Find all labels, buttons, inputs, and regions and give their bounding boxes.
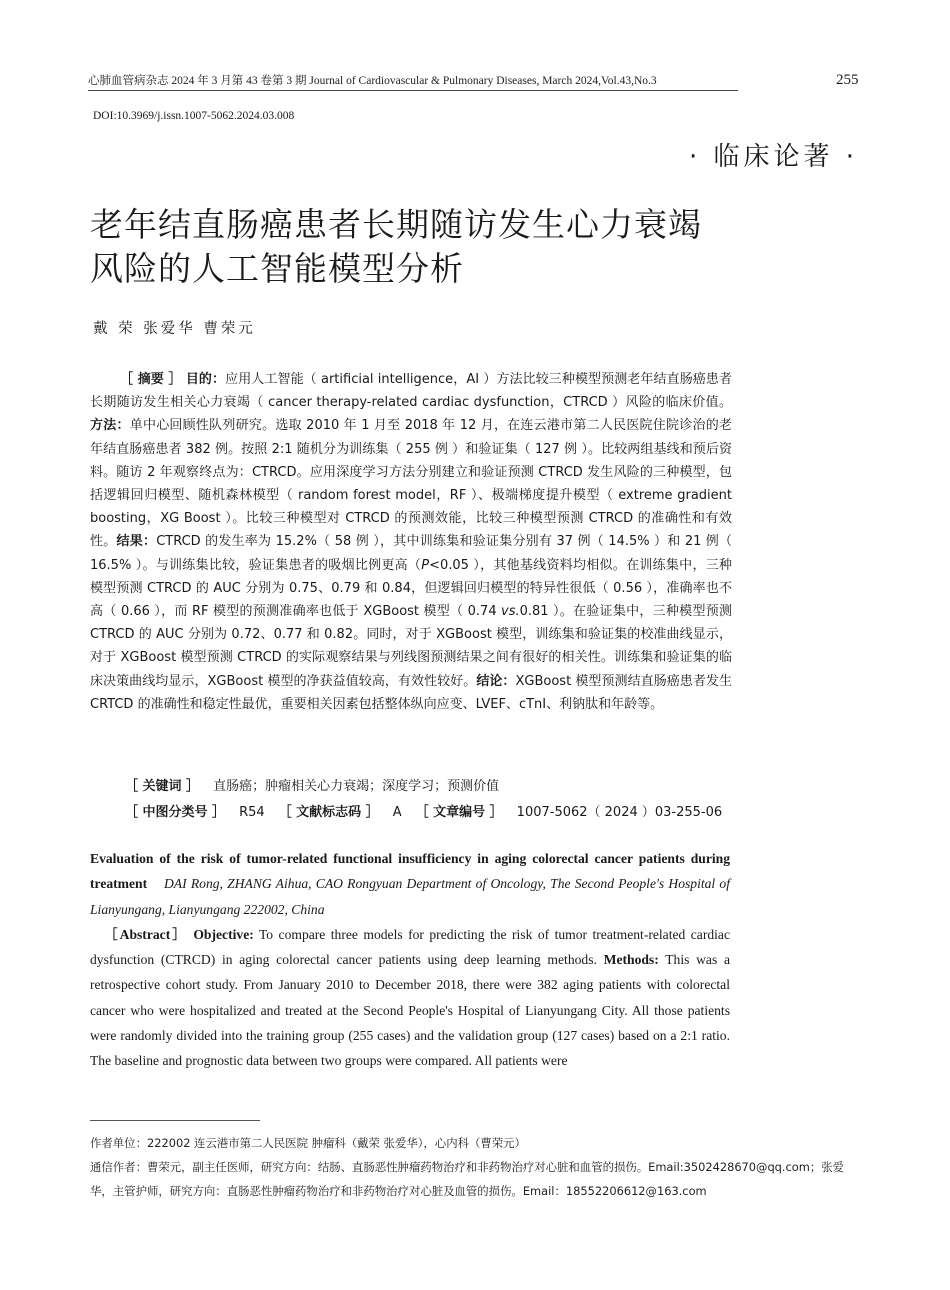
results-text-1: CTRCD 的发生率为 15.2%（ 58 例 ），其中训练集和验证集分别有 37 例（ 14.5% ）和 21 例（ 16.5% ）。与训练集比较，验证集患者的吸烟比例更高（	[90, 534, 732, 573]
doi: DOI:10.3969/j.issn.1007-5062.2024.03.008	[93, 110, 295, 122]
conclusion-text: XGBoost 模型预测结直肠癌患者发生 CRTCD 的准确性和稳定性最优，重要相关因素包括整体纵向应变、LVEF、cTnI、利钠肽和年龄等。	[90, 673, 732, 712]
article-title	[90, 203, 790, 291]
english-authors-affiliation: DAI Rong, ZHANG Aihua, CAO Rongyuan Department of Oncology, The Second People's Hospital of Lianyungang, Lianyungang 222002, China	[90, 876, 730, 917]
footnote-divider	[90, 1120, 260, 1121]
conclusion-label: 结论：	[476, 673, 516, 689]
title-line-1: 老年结直肠癌患者长期随访发生心力衰竭	[90, 205, 702, 244]
abstract-chinese	[90, 368, 732, 716]
running-head: 心肺血管病杂志 2024 年 3 月第 43 卷第 3 期 Journal of Cardiovascular & Pulmonary Diseases, March 2024,Vol.43,No.3	[88, 72, 738, 91]
article-number-label: ［ 文章编号 ］	[415, 805, 503, 820]
english-objective-text: To compare three models for predicting the risk of tumor treatment-related cardiac dysfunction (CTRCD) in aging colorectal cancer patients using deep learning methods.	[90, 926, 731, 968]
doc-code-value: A	[392, 805, 402, 820]
results-label: 结果：	[116, 534, 157, 550]
abstract-paragraph	[90, 368, 732, 716]
methods-label: 方法：	[90, 418, 130, 434]
results-text-3: 0.81 ）。在验证集中，三种模型预测 CTRCD 的 AUC 分别为 0.72、0.77 和 0.82。同时，对于 XGBoost 模型，训练集和验证集的校准曲线显示，对于 XGBoost 模型预测 CTRCD 的实际观察结果与列线图预测结果之间有很好的相关性。训练集和验证集的临床决策曲线均显示，XGBoost 模型的净获益值较高，有效性较好。	[90, 604, 733, 689]
keywords-label: ［ 关键词 ］	[125, 779, 200, 794]
english-methods-text: This was a retrospective cohort study. From January 2010 to December 2018, there were 382 aging patients with colorectal cancer who were hospitalized and treated at the Second People's Hospital of Lianyungang City. All those patients were randomly divided into the training group (255 cases) and the validation group (127 cases) based on a 2:1 ratio. The baseline and prognostic data between two groups were compared. All patients were	[90, 952, 731, 1069]
methods-text: 单中心回顾性队列研究。选取 2010 年 1 月至 2018 年 12 月，在连云港市第二人民医院住院诊治的老年结直肠癌患者 382 例。按照 2:1 随机分为训练集（ 255 例 ）和验证集（ 127 例 ）。比较两组基线和预后资料。随访 2 年观察终点为：CTRCD。应用深度学习方法分别建立和验证预测 CTRCD 发生风险的三种模型，包括逻辑回归模型、随机森林模型（ random forest model，RF ）、极端梯度提升模型（ extreme gradient boosting，XG Boost ）。比较三种模型对 CTRCD 的预测效能，比较三种模型预测 CTRCD 的准确性和有效性。	[90, 418, 732, 550]
english-abstract-label: ［Abstract］	[104, 926, 188, 942]
section-tag: · 临床论著 ·	[688, 142, 858, 172]
page-number: 255	[836, 72, 859, 88]
keywords-line	[125, 775, 499, 794]
keywords-text: 直肠癌；肿瘤相关心力衰竭；深度学习；预测价值	[213, 779, 500, 794]
clc-value: R54	[239, 805, 265, 820]
english-title: Evaluation of the risk of tumor-related functional insufficiency in aging colorectal cancer patients during treatment	[90, 851, 730, 892]
english-methods-label: Methods:	[603, 952, 659, 968]
abstract-label: ［ 摘要 ］	[120, 372, 182, 387]
objective-label: 目的：	[185, 372, 226, 387]
footnotes	[90, 1131, 865, 1203]
article-number-value: 1007-5062（ 2024 ）03-255-06	[516, 805, 723, 820]
title-line-2: 风险的人工智能模型分析	[90, 249, 464, 288]
results-vs: vs.	[501, 604, 520, 620]
english-abstract	[90, 846, 730, 1074]
author-affiliation-note: 作者单位：222002 连云港市第二人民医院 肿瘤科（戴荣 张爱华），心内科（曹荣元）	[90, 1136, 526, 1150]
results-text-2: <0.05 ），其他基线资料均相似。在训练集中，三种模型预测 CTRCD 的 AUC 分别为 0.75、0.79 和 0.84，但逻辑回归模型的特异性很低（ 0.56 ），准确率也不高（ 0.66 ），而 RF 模型的预测准确率也低于 XGBoost 模型（ 0.74	[90, 557, 732, 620]
doc-code-label: ［ 文献标志码 ］	[278, 805, 379, 820]
correspondence-note: 通信作者：曹荣元，副主任医师，研究方向：结肠、直肠恶性肿瘤药物治疗和非药物治疗对心脏和血管的损伤。Email:3502428670@qq.com；张爱华，主管护师，研究方向：直肠恶性肿瘤药物治疗和非药物治疗对心脏及血管的损伤。Email：18552206612@163.com	[90, 1160, 845, 1198]
english-abstract-paragraph	[90, 922, 730, 1074]
results-p-symbol: P	[421, 557, 430, 573]
english-objective-label: Objective:	[193, 926, 254, 942]
classification-line	[125, 801, 722, 820]
objective-text: 应用人工智能（ artificial intelligence，AI ）方法比较三种模型预测老年结直肠癌患者长期随访发生相关心力衰竭（ cancer therapy-related cardiac dysfunction，CTRCD ）风险的临床价值。	[90, 372, 732, 411]
authors: 戴 荣 张爱华 曹荣元	[93, 321, 256, 337]
clc-label: ［ 中图分类号 ］	[125, 805, 226, 820]
english-heading	[90, 846, 730, 922]
